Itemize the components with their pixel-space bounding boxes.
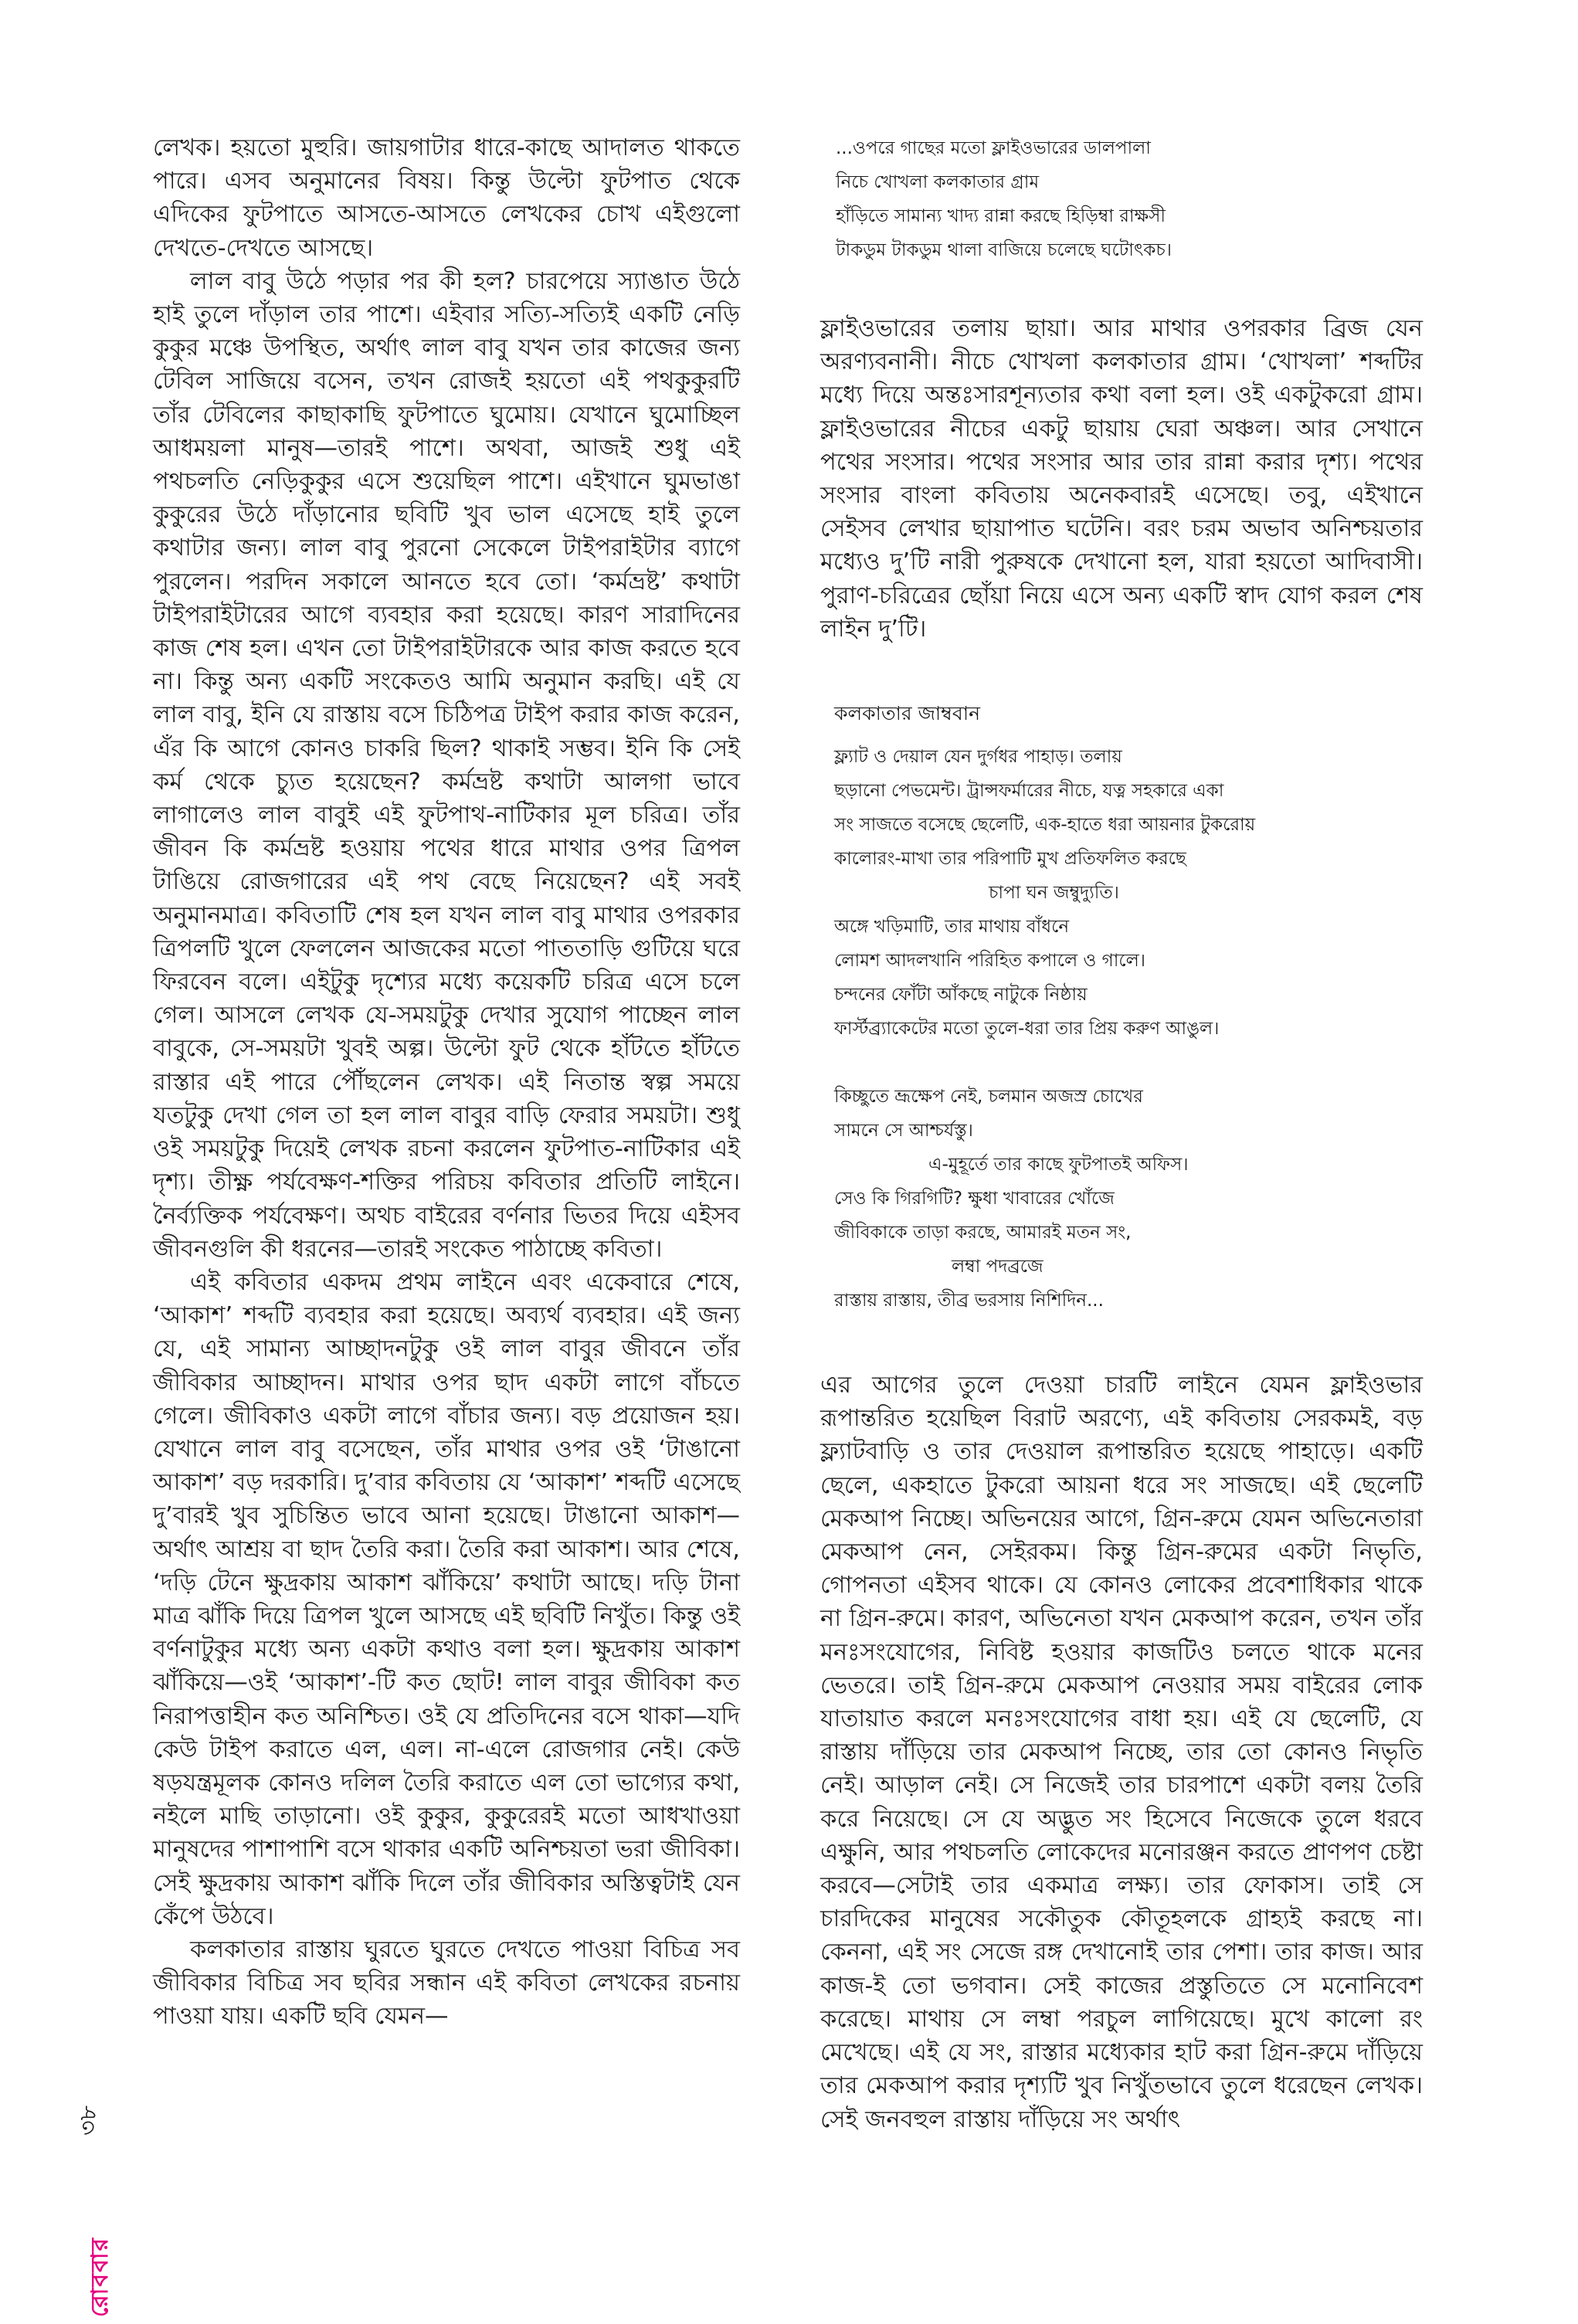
right-column	[820, 131, 1423, 2136]
poem-line: সামনে সে আশ্চর্যস্তু।	[834, 1121, 973, 1142]
stanza-break	[834, 1046, 1423, 1080]
poem-line: অঙ্গে খড়িমাটি, তার মাথায় বাঁধনে	[834, 917, 1070, 938]
poem-line: চন্দনের ফোঁটা আঁকছে নাটুকে নিষ্ঠায়	[834, 985, 1088, 1006]
body-paragraph: কলকাতার রাস্তায় ঘুরতে ঘুরতে দেখতে পাওয়া বিচিত্র সব জীবিকার বিচিত্র সব ছবির সন্ধান এই কবিতা লেখকের রচনায় পাওয়া যায়। একটি ছবি যেমন—	[153, 1936, 740, 2031]
poem-line: ...ওপরে গাছের মতো ফ্লাইওভারের ডালপালা	[836, 138, 1151, 158]
poem-line: হাঁড়িতে সামান্য খাদ্য রান্না করছে হিড়িম্বা রাক্ষসী	[836, 206, 1166, 226]
poem-line: নিচে খোখলা কলকাতার গ্রাম	[836, 172, 1040, 192]
magazine-name: রোববার	[87, 2237, 114, 2317]
page-number	[74, 2101, 120, 2147]
poem-line: কিচ্ছুতে ভ্রূক্ষেপ নেই, চলমান অজস্র চোখের	[834, 1087, 1143, 1108]
poem-line: ছড়ানো পেভমেন্ট। ট্রান্সফর্মারের নীচে, যত্ন সহকারে একা	[834, 781, 1224, 802]
poem-line: এ-মুহূর্তে তার কাছে ফুটপাতই অফিস।	[928, 1155, 1189, 1176]
body-paragraph: ফ্লাইওভারের তলায় ছায়া। আর মাথার ওপরকার ব্রিজ যেন অরণ্যবনানী। নীচে খোখলা কলকাতার গ্রাম। ‘খোখলা’ শব্দটির মধ্যে দিয়ে অন্তঃসারশূন্যতার কথা বলা হল। ওই একটুকরো গ্রাম। ফ্লাইওভারের নীচের একটু ছায়ায় ঘেরা অঞ্চল। আর সেখানে পথের সংসার। পথের সংসার আর তার রান্না করার দৃশ্য। পথের সংসার বাংলা কবিতায় অনেকবারই এসেছে। তবু, এইখানে সেইসব লেখার ছায়াপাত ঘটেনি। বরং চরম অভাব অনিশ্চয়তার মধ্যেও দু’টি নারী পুরুষকে দেখানো হল, যারা হয়তো আদিবাসী। পুরাণ-চরিত্রের ছোঁয়া নিয়ে এসে অন্য একটি স্বাদ যোগ করল শেষ লাইন দু’টি।	[820, 315, 1423, 643]
poem-line: সেও কি গিরগিটি? ক্ষুধা খাবারের খোঁজে	[834, 1189, 1115, 1209]
poem-line: কালোরং-মাখা তার পরিপাটি মুখ প্রতিফলিত করছে	[834, 849, 1186, 870]
body-paragraph: এই কবিতার একদম প্রথম লাইনে এবং একেবারে শেষে, ‘আকাশ’ শব্দটি ব্যবহার করা হয়েছে। অব্যর্থ ব্যবহার। এই জন্য যে, এই সামান্য আচ্ছাদনটুকু ওই লাল বাবুর জীবনে তাঁর জীবিকার আচ্ছাদন। মাথার ওপর ছাদ একটা লাগে বাঁচতে গেলে। জীবিকাও একটা লাগে বাঁচার জন্য। বড় প্রয়োজন হয়। যেখানে লাল বাবু বসেছেন, তাঁর মাথার ওপর ওই ‘টাঙানো আকাশ’ বড় দরকারি। দু’বার কবিতায় যে ‘আকাশ’ শব্দটি এসেছে দু’বারই খুব সুচিন্তিত ভাবে আনা হয়েছে। টাঙানো আকাশ—অর্থাৎ আশ্রয় বা ছাদ তৈরি করা। তৈরি করা আকাশ। আর শেষে, ‘দড়ি টেনে ক্ষুদ্রকায় আকাশ ঝাঁকিয়ে’ কথাটা আছে। দড়ি টানা মাত্র ঝাঁকি দিয়ে ত্রিপল খুলে আসছে এই ছবিটি নিখুঁত। কিন্তু ওই বর্ণনাটুকুর মধ্যে অন্য একটা কথাও বলা হল। ক্ষুদ্রকায় আকাশ ঝাঁকিয়ে—ওই ‘আকাশ’-টি কত ছোট! লাল বাবুর জীবিকা কত নিরাপত্তাহীন কত অনিশ্চিত। ওই যে প্রতিদিনের বসে থাকা—যদি কেউ টাইপ করাতে এল, এল। না-এলে রোজগার নেই। কেউ ষড়যন্ত্রমূলক কোনও দলিল তৈরি করাতে এল তো ভাগ্যের কথা, নইলে মাছি তাড়ানো। ওই কুকুর, কুকুরেরই মতো আধখাওয়া মানুষদের পাশাপাশি বসে থাকার একটি অনিশ্চয়তা ভরা জীবিকা। সেই ক্ষুদ্রকায় আকাশ ঝাঁকি দিলে তাঁর জীবিকার অস্তিত্বটাই যেন কেঁপে উঠবে।	[153, 1268, 740, 1930]
left-column	[153, 131, 740, 2034]
poem-line: চাপা ঘন জম্বুদ্যুতি।	[989, 883, 1119, 904]
poem-quote	[820, 697, 1423, 1318]
page-number-text: ৩৮	[74, 2105, 102, 2136]
poem-quote	[820, 131, 1423, 267]
poem-line: জীবিকাকে তাড়া করছে, আমারই মতন সং,	[834, 1223, 1132, 1243]
magazine-tab	[77, 2170, 124, 2317]
poem-line: লোমশ আদলখানি পরিহিত কপালে ও গালে।	[834, 951, 1145, 972]
poem-line: ফার্স্টব্র্যাকেটের মতো তুলে-ধরা তার প্রিয় করুণ আঙুল।	[834, 1019, 1220, 1040]
poem-line: রাস্তায় রাস্তায়, তীব্র ভরসায় নিশিদিন...	[834, 1291, 1104, 1311]
poem-line: সং সাজতে বসেছে ছেলেটি, এক-হাতে ধরা আয়নার টুকরোয়	[834, 815, 1256, 836]
poem-line: লম্বা পদব্রজে	[952, 1257, 1044, 1277]
body-paragraph: লাল বাবু উঠে পড়ার পর কী হল? চারপেয়ে স্যাঙাত উঠে হাই তুলে দাঁড়াল তার পাশে। এইবার সত্যি-সত্যিই একটি নেড়ি কুকুর মঞ্চে উপস্থিত, অর্থাৎ লাল বাবু যখন তার কাজের জন্য টেবিল সাজিয়ে বসেন, তখন রোজই হয়তো এই পথকুকুরটি তাঁর টেবিলের কাছাকাছি ফুটপাতে ঘুমোয়। যেখানে ঘুমোচ্ছিল আধময়লা মানুষ—তারই পাশে। অথবা, আজই শুধু এই পথচলতি নেড়িকুকুর এসে শুয়েছিল পাশে। এইখানে ঘুমভাঙা কুকুরের উঠে দাঁড়ানোর ছবিটি খুব ভাল এসেছে হাই তুলে কথাটার জন্য। লাল বাবু পুরনো সেকেলে টাইপরাইটার ব্যাগে পুরলেন। পরদিন সকালে আনতে হবে তো। ‘কর্মভ্রষ্ট’ কথাটা টাইপরাইটারের আগে ব্যবহার করা হয়েছে। কারণ সারাদিনের কাজ শেষ হল। এখন তো টাইপরাইটারকে আর কাজ করতে হবে না। কিন্তু অন্য একটি সংকেতও আমি অনুমান করছি। এই যে লাল বাবু, ইনি যে রাস্তায় বসে চিঠিপত্র টাইপ করার কাজ করেন, এঁর কি আগে কোনও চাকরি ছিল? থাকাই সম্ভব। ইনি কি সেই কর্ম থেকে চ্যুত হয়েছেন? কর্মভ্রষ্ট কথাটা আলগা ভাবে লাগালেও লাল বাবুই এই ফুটপাথ-নাটিকার মূল চরিত্র। তাঁর জীবন কি কর্মভ্রষ্ট হওয়ায় পথের ধারে মাথার ওপর ত্রিপল টাঙিয়ে রোজগারের এই পথ বেছে নিয়েছেন? এই সবই অনুমানমাত্র। কবিতাটি শেষ হল যখন লাল বাবু মাথার ওপরকার ত্রিপলটি খুলে ফেললেন আজকের মতো পাততাড়ি গুটিয়ে ঘরে ফিরবেন বলে। এইটুকু দৃশ্যের মধ্যে কয়েকটি চরিত্র এসে চলে গেল। আসলে লেখক যে-সময়টুকু দেখার সুযোগ পাচ্ছেন লাল বাবুকে, সে-সময়টা খুবই অল্প। উল্টো ফুট থেকে হাঁটতে হাঁটতে রাস্তার এই পারে পৌঁছলেন লেখক। এই নিতান্ত স্বল্প সময়ে যতটুকু দেখা গেল তা হল লাল বাবুর বাড়ি ফেরার সময়টা। শুধু ওই সময়টুকু দিয়েই লেখক রচনা করলেন ফুটপাত-নাটিকার এই দৃশ্য। তীক্ষ্ণ পর্যবেক্ষণ-শক্তির পরিচয় কবিতার প্রতিটি লাইনে। নৈর্ব্যক্তিক পর্যবেক্ষণ। অথচ বাইরের বর্ণনার ভিতর দিয়ে এইসব জীবনগুলি কী ধরনের—তারই সংকেত পাঠাচ্ছে কবিতা।	[153, 267, 740, 1263]
poem-line: টাকডুম টাকডুম থালা বাজিয়ে চলেছে ঘটোৎকচ।	[836, 240, 1172, 260]
body-paragraph: এর আগের তুলে দেওয়া চারটি লাইনে যেমন ফ্লাইওভার রূপান্তরিত হয়েছিল বিরাট অরণ্যে, এই কবিতায় সেরকমই, বড় ফ্ল্যাটবাড়ি ও তার দেওয়াল রূপান্তরিত হয়েছে পাহাড়ে। একটি ছেলে, একহাতে টুকরো আয়না ধরে সং সাজছে। এই ছেলেটি মেকআপ নিচ্ছে। অভিনয়ের আগে, গ্রিন-রুমে যেমন অভিনেতারা মেকআপ নেন, সেইরকম। কিন্তু গ্রিন-রুমের একটা নিভৃতি, গোপনতা এইসব থাকে। যে কোনও লোকের প্রবেশাধিকার থাকে না গ্রিন-রুমে। কারণ, অভিনেতা যখন মেকআপ করেন, তখন তাঁর মনঃসংযোগের, নিবিষ্ট হওয়ার কাজটিও চলতে থাকে মনের ভেতরে। তাই গ্রিন-রুমে মেকআপ নেওয়ার সময় বাইরের লোক যাতায়াত করলে মনঃসংযোগের বাধা হয়। এই যে ছেলেটি, যে রাস্তায় দাঁড়িয়ে তার মেকআপ নিচ্ছে, তার তো কোনও নিভৃতি নেই। আড়াল নেই। সে নিজেই তার চারপাশে একটা বলয় তৈরি করে নিয়েছে। সে যে অদ্ভুত সং হিসেবে নিজেকে তুলে ধরবে এক্ষুনি, আর পথচলতি লোকেদের মনোরঞ্জন করতে প্রাণপণ চেষ্টা করবে—সেটাই তার একমাত্র লক্ষ্য। তার ফোকাস। তাই সে চারদিকের মানুষের সকৌতুক কৌতূহলকে গ্রাহ্যই করছে না। কেননা, এই সং সেজে রঙ্গ দেখানোই তার পেশা। তার কাজ। আর কাজ-ই তো ভগবান। সেই কাজের প্রস্তুতিতে সে মনোনিবেশ করেছে। মাথায় সে লম্বা পরচুল লাগিয়েছে। মুখে কালো রং মেখেছে। এই যে সং, রাস্তার মধ্যেকার হাট করা গ্রিন-রুমে দাঁড়িয়ে তার মেকআপ করার দৃশ্যটি খুব নিখুঁতভাবে তুলে ধরেছেন লেখক। সেই জনবহুল রাস্তায় দাঁড়িয়ে সং অর্থাৎ	[820, 1372, 1423, 2133]
body-paragraph: লেখক। হয়তো মুহুরি। জায়গাটার ধারে-কাছে আদালত থাকতে পারে। এসব অনুমানের বিষয়। কিন্তু উল্টো ফুটপাত থেকে এদিকের ফুটপাতে আসতে-আসতে লেখকের চোখ এইগুলো দেখতে-দেখতে আসছে।	[153, 134, 740, 262]
poem-line: ফ্ল্যাট ও দেয়াল যেন দুর্গধর পাহাড়। তলায়	[834, 747, 1122, 768]
poem-title: কলকাতার জাম্ববান	[834, 702, 980, 725]
